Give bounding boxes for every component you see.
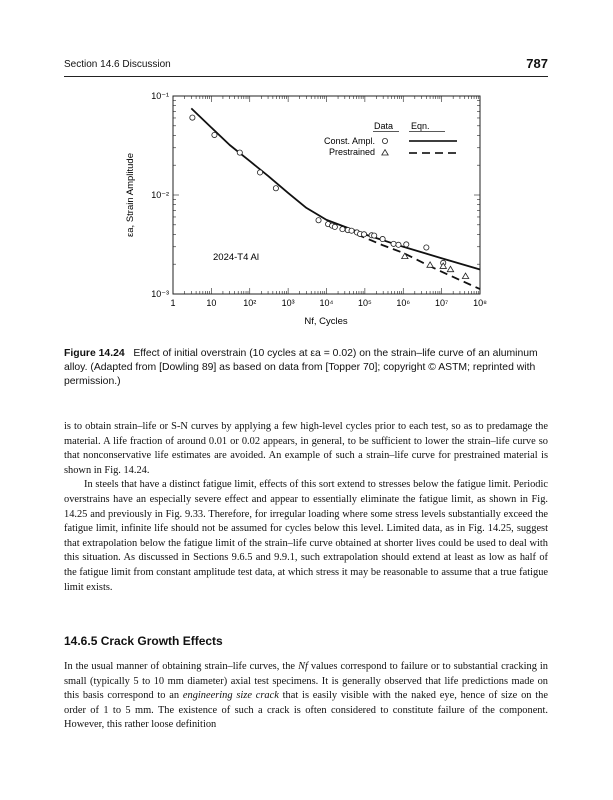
- plot-frame: [173, 96, 480, 294]
- data-point-const-ampl: [340, 227, 345, 232]
- fit-line-const-ampl: [191, 108, 480, 269]
- paragraph-3-emphasis: engineering size crack: [182, 690, 279, 702]
- legend-marker-circle: [382, 138, 387, 143]
- data-point-const-ampl: [190, 115, 195, 120]
- x-tick-label: 10⁷: [434, 298, 449, 308]
- data-point-prestrained: [447, 266, 453, 271]
- x-tick-label: 10: [206, 298, 217, 308]
- section-heading: 14.6.5 Crack Growth Effects: [64, 634, 223, 648]
- section-label: Section 14.6 Discussion: [64, 59, 171, 70]
- legend-col-data: Data: [374, 121, 394, 131]
- data-point-const-ampl: [332, 224, 337, 229]
- data-point-prestrained: [462, 273, 468, 278]
- x-tick-label: 10⁵: [358, 298, 372, 308]
- fit-line-prestrained: [345, 229, 480, 289]
- x-axis-label: Nf, Cycles: [304, 316, 348, 327]
- y-tick-label: 10⁻¹: [151, 91, 169, 101]
- paragraph-1: is to obtain strain–life or S-N curves by applying a few high-level cycles prior to each test, so as to predamage the material. A life fraction of around 0.01 or 0.02 appears, in general, to be sufficient to lower the strain–life curve so that nonconservative life estimates are avoided. An example of such a strain–life curve for prestrained material is shown in Fig. 14.24.: [64, 421, 548, 476]
- body-text-top: [64, 420, 548, 595]
- legend-label-prestrained: Prestrained: [328, 147, 375, 157]
- data-point-const-ampl: [257, 170, 262, 175]
- material-annotation: 2024-T4 Al: [213, 252, 259, 263]
- legend-label-const-ampl: Const. Ampl.: [323, 136, 375, 146]
- data-point-prestrained: [427, 262, 433, 267]
- paragraph-3-variable: Nf: [298, 661, 308, 672]
- y-axis-label: εa, Strain Amplitude: [125, 153, 136, 237]
- figure-caption-label: Figure 14.24: [64, 348, 125, 359]
- x-tick-label: 1: [170, 298, 176, 308]
- data-point-const-ampl: [361, 232, 366, 237]
- paragraph-2: In steels that have a distinct fatigue limit, effects of this sort extend to stresses below the fatigue limit. Periodic overstrains have an especially severe effect and appear to essentially eliminate the fatigue limit, as shown in Fig. 14.25 and previously in Fig. 9.33. Therefore, for irregular loading where some stress levels substantially exceed the fatigue limit, infinite life should not be assumed for cycles below this level. Limited data, as in Fig. 14.25, suggest that extrapolation below the fatigue limit of the strain–life curve obtained at shorter lives could be used to deal with this situation. As discussed in Sections 9.6.5 and 9.9.1, such extrapolation should extend at least as low as half of the fatigue limit from constant amplitude test data, at which stress it may be reasonable to assume that a true fatigue limit exists.: [64, 479, 548, 593]
- data-point-const-ampl: [404, 242, 409, 247]
- legend-col-eqn: Eqn.: [411, 121, 430, 131]
- data-point-const-ampl: [424, 245, 429, 250]
- data-point-const-ampl: [237, 150, 242, 155]
- x-tick-label: 10⁸: [473, 298, 487, 308]
- x-tick-label: 10⁴: [319, 298, 334, 308]
- figure-caption: [64, 347, 548, 390]
- x-tick-label: 10²: [243, 298, 257, 308]
- x-tick-labels: [170, 298, 487, 308]
- data-point-const-ampl: [212, 132, 217, 137]
- data-point-const-ampl: [273, 186, 278, 191]
- paragraph-3-part-b: values correspond to failure or to substantial cracking in small (typically 5 to 10 mm diameter) axial test specimens. It is generally observed that life predictions made on this basis correspond to an: [64, 661, 548, 702]
- paragraph-3-part-c: that is easily visible with the naked eye, hence of size on the order of 1 to 5 mm. The existence of such a crack is often considered to constitute failure of the component. However, this rather loose definition: [64, 690, 548, 731]
- x-tick-label: 10⁶: [396, 298, 411, 308]
- data-point-const-ampl: [372, 233, 377, 238]
- legend-marker-triangle: [382, 150, 388, 155]
- y-tick-label: 10⁻³: [151, 289, 169, 299]
- data-point-const-ampl: [380, 236, 385, 241]
- legend: [324, 121, 457, 157]
- y-tick-labels: [151, 91, 169, 299]
- x-tick-label: 10³: [281, 298, 295, 308]
- data-point-const-ampl: [316, 218, 321, 223]
- tick-layer: [173, 96, 480, 294]
- data-point-const-ampl: [391, 241, 396, 246]
- data-point-const-ampl: [396, 242, 401, 247]
- figure-strain-life-chart: [0, 0, 613, 340]
- paragraph-3-part-a: In the usual manner of obtaining strain–life curves, the: [64, 661, 299, 672]
- figure-caption-text: Effect of initial overstrain (10 cycles at εa = 0.02) on the strain–life curve of an aluminum alloy. (Adapted from [Dowling 89] as based on data from [Topper 70]; copyright © ASTM; reprinted with permission.): [64, 348, 538, 388]
- page-number: 787: [526, 56, 548, 71]
- data-point-const-ampl: [349, 228, 354, 233]
- body-text-bottom: [64, 660, 548, 733]
- y-tick-label: 10⁻²: [151, 190, 169, 200]
